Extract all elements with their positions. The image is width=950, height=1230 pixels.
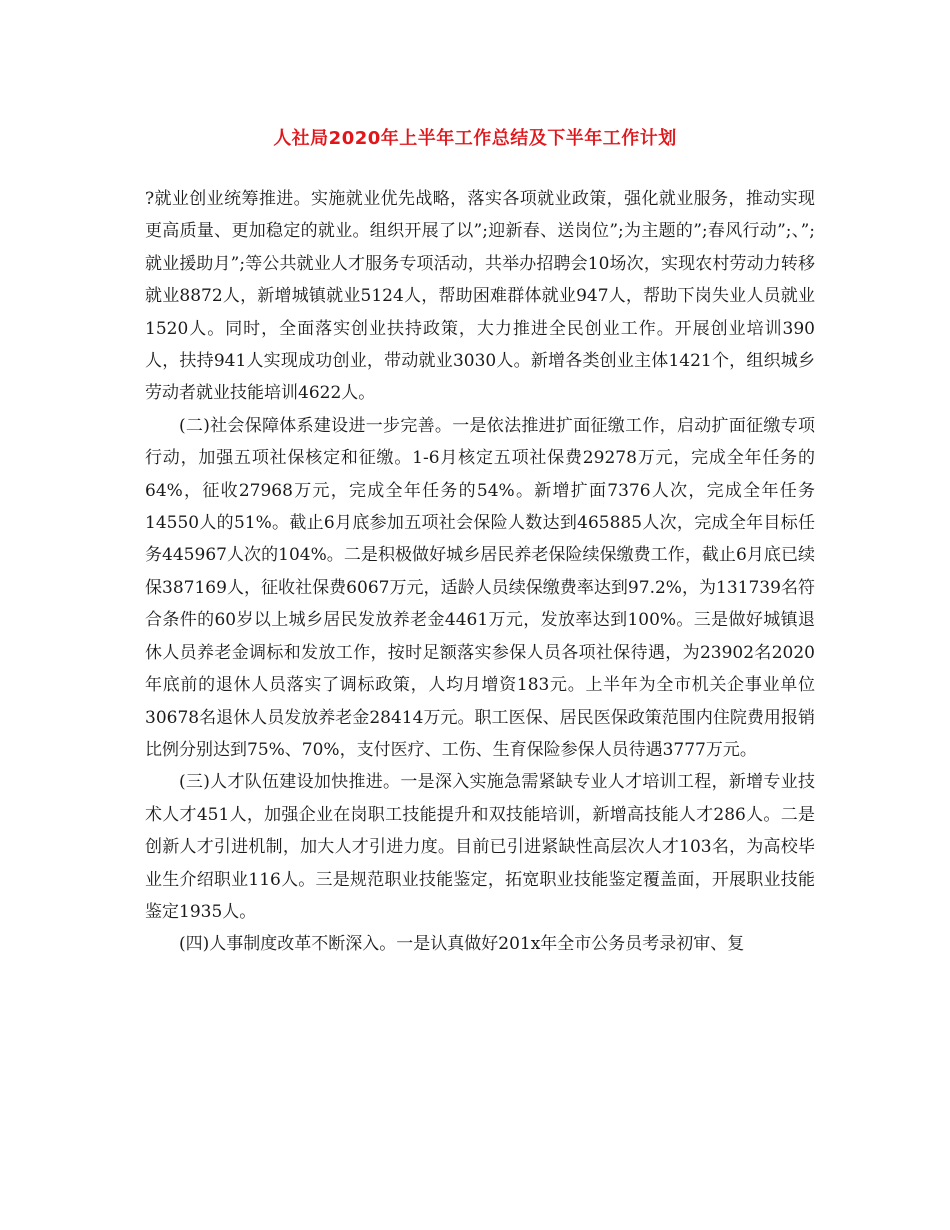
- document-title: 人社局2020年上半年工作总结及下半年工作计划: [273, 128, 677, 149]
- paragraph-social-security: (二)社会保障体系建设进一步完善。一是依法推进扩面征缴工作，启动扩面征缴专项行动，加强五项社保核定和征缴。1-6月核定五项社保费29278万元，完成全年任务的64%，征收27968万元，完成全年任务的54%。新增扩面7376人次，完成全年任务14550人的51%。截止6月底参加五项社会保险人数达到465885人次，完成全年目标任务445967人次的104%。二是积极做好城乡居民养老保险续保缴费工作，截止6月底已续保387169人，征收社保费6067万元，适龄人员续保缴费率达到97.2%，为131739名符合条件的60岁以上城乡居民发放养老金4461万元，发放率达到100%。三是做好城镇退休人员养老金调标和发放工作，按时足额落实参保人员各项社保待遇，为23902名2020年底前的退休人员落实了调标政策，人均月增资183元。上半年为全市机关企事业单位30678名退休人员发放养老金28414万元。职工医保、居民医保政策范围内住院费用报销比例分别达到75%、70%，支付医疗、工伤、生育保险参保人员待遇3777万元。: [145, 415, 815, 760]
- paragraph-employment: ?就业创业统筹推进。实施就业优先战略，落实各项就业政策，强化就业服务，推动实现更高质量、更加稳定的就业。组织开展了以”;迎新春、送岗位”;为主题的”;春风行动”;、”;就业援助月”;等公共就业人才服务专项活动，共举办招聘会10场次，实现农村劳动力转移就业8872人，新增城镇就业5124人，帮助困难群体就业947人，帮助下岗失业人员就业1520人。同时，全面落实创业扶持政策，大力推进全民创业工作。开展创业培训390人，扶持941人实现成功创业，带动就业3030人。新增各类创业主体1421个，组织城乡劳动者就业技能培训4622人。: [145, 189, 815, 404]
- document-body: [145, 183, 815, 961]
- paragraph-talent: (三)人才队伍建设加快推进。一是深入实施急需紧缺专业人才培训工程，新增专业技术人才451人，加强企业在岗职工技能提升和双技能培训，新增高技能人才286人。二是创新人才引进机制，加大人才引进力度。目前已引进紧缺性高层次人才103名，为高校毕业生介绍职业116人。三是规范职业技能鉴定，拓宽职业技能鉴定覆盖面，开展职业技能鉴定1935人。: [145, 772, 815, 922]
- paragraph-personnel-reform: (四)人事制度改革不断深入。一是认真做好201x年全市公务员考录初审、复: [179, 934, 745, 955]
